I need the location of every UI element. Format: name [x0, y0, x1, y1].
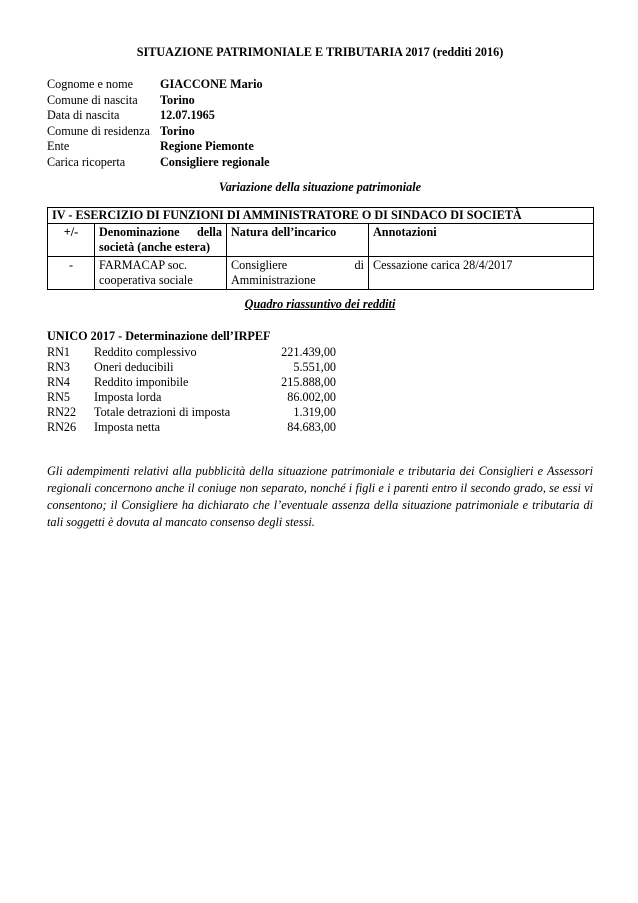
column-nature: Natura dell’incarico [227, 224, 369, 257]
irpef-row [47, 360, 336, 375]
irpef-row [47, 405, 336, 420]
info-value: 12.07.1965 [160, 108, 215, 122]
irpef-value: 5.551,00 [293, 360, 336, 374]
irpef-value: 86.002,00 [287, 390, 336, 404]
irpef-value: 84.683,00 [287, 420, 336, 434]
irpef-desc: Imposta lorda [94, 390, 162, 404]
info-label: Cognome e nome [47, 77, 133, 91]
info-label: Comune di nascita [47, 92, 138, 107]
irpef-row [47, 420, 336, 435]
info-row-birthdate [47, 108, 270, 124]
column-sign: +/- [48, 224, 95, 257]
info-label: Comune di residenza [47, 123, 150, 138]
table-header-row [48, 208, 594, 224]
irpef-code: RN4 [47, 375, 71, 389]
info-row-role [47, 155, 270, 171]
table-header: IV - ESERCIZIO DI FUNZIONI DI AMMINISTRATORE O DI SINDACO DI SOCIETÀ [48, 208, 594, 224]
irpef-value: 1.319,00 [293, 405, 336, 419]
personal-info [47, 77, 270, 170]
irpef-title: UNICO 2017 - Determinazione dell’IRPEF [47, 329, 271, 343]
irpef-desc: Reddito complessivo [94, 345, 197, 359]
info-value: Regione Piemonte [160, 139, 254, 153]
cell-notes: Cessazione carica 28/4/2017 [369, 257, 594, 290]
irpef-row [47, 390, 336, 405]
irpef-value: 215.888,00 [281, 375, 336, 389]
cell-nature-line2: Amministrazione [231, 273, 316, 287]
info-row-name [47, 77, 270, 93]
irpef-value: 221.439,00 [281, 345, 336, 359]
irpef-row [47, 345, 336, 360]
irpef-code: RN22 [47, 405, 77, 419]
cell-denomination-line2: cooperativa sociale [99, 273, 193, 287]
table-column-row [48, 224, 594, 257]
info-label: Ente [47, 139, 70, 153]
irpef-desc: Imposta netta [94, 420, 160, 434]
irpef-desc: Totale detrazioni di imposta [94, 405, 231, 419]
cell-nature-line1: Consigliere di [231, 258, 364, 272]
section-title-income: Quadro riassuntivo dei redditi [244, 297, 396, 311]
irpef-row [47, 375, 336, 390]
irpef-code: RN26 [47, 420, 77, 434]
cell-sign: - [48, 257, 95, 290]
irpef-code: RN3 [47, 360, 71, 374]
section-title-assets: Variazione della situazione patrimoniale [218, 180, 422, 194]
disclaimer-note: Gli adempimenti relativi alla pubblicità della situazione patrimoniale e tributaria dei Consiglieri e Assessori regionali concernono anche il coniuge non separato, nonché i figli e i parenti entro il secondo grado, se essi vi consentono; il Consigliere ha dichiarato che l’eventuale assenza della situazione patrimoniale e tributaria di tali soggetti è dovuta al mancato consenso degli stessi. [47, 464, 593, 529]
info-label: Data di nascita [47, 108, 120, 122]
document-title: SITUAZIONE PATRIMONIALE E TRIBUTARIA 2017 (redditi 2016) [136, 45, 504, 59]
cell-denomination-line1: FARMACAP soc. [99, 258, 188, 272]
info-value: Consigliere regionale [160, 154, 270, 169]
info-value: Torino [160, 92, 195, 107]
irpef-desc: Oneri deducibili [94, 360, 174, 374]
assets-table [47, 207, 594, 290]
irpef-code: RN5 [47, 390, 71, 404]
info-row-residence [47, 124, 270, 140]
irpef-desc: Reddito imponibile [94, 375, 189, 389]
irpef-block [47, 329, 336, 435]
info-label: Carica ricoperta [47, 154, 126, 169]
info-value: GIACCONE Mario [160, 77, 263, 91]
irpef-code: RN1 [47, 345, 71, 359]
cell-nature [227, 257, 369, 290]
column-notes: Annotazioni [369, 224, 594, 257]
cell-denomination [95, 257, 227, 290]
column-denomination-line2: società (anche estera) [99, 240, 210, 254]
info-value: Torino [160, 123, 195, 138]
info-row-birthplace [47, 93, 270, 109]
column-denomination-line1: Denominazione della [99, 225, 222, 239]
table-row [48, 257, 594, 290]
column-denomination [95, 224, 227, 257]
info-row-entity [47, 139, 270, 155]
